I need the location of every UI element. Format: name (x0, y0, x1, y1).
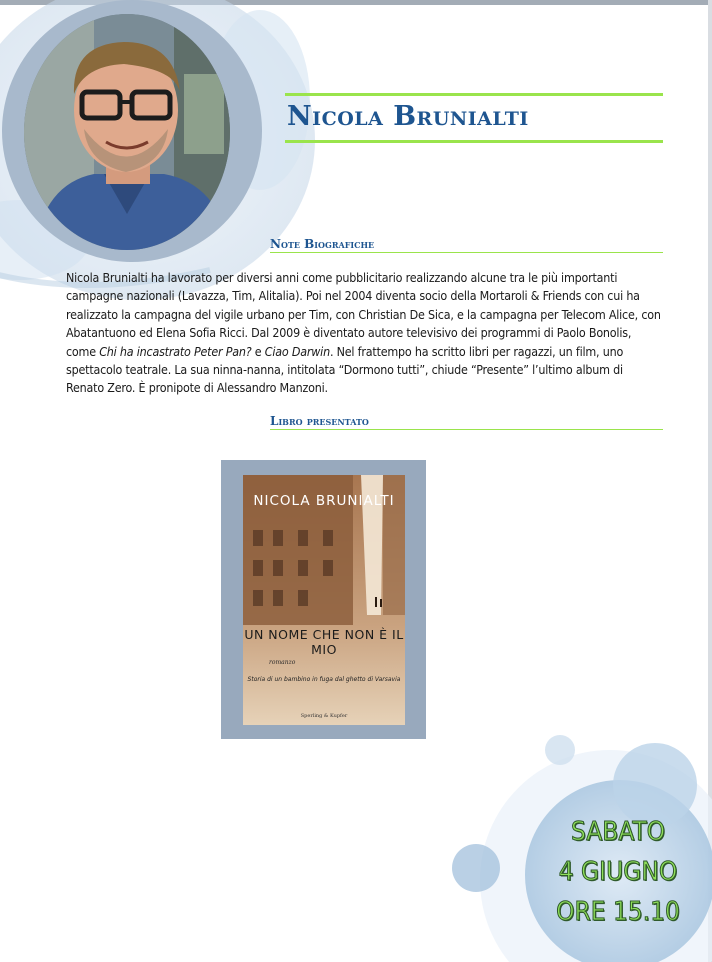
event-date-text: 4 GIUGNO (558, 857, 678, 887)
bio-text-3: . Nel frattempo ha scritto libri per ragazzi, un film, uno spettacolo teatrale. La sua ninna-nanna, intitolata “Dormono tutti”, chiude “Presente” l’ultimo album di Renato Zero. È pronipote di Alessandro Manzoni. (66, 343, 624, 396)
bio-text-2: e (251, 343, 265, 359)
event-time: ORE 15.10 (556, 897, 680, 927)
bio-section-title: Note Biografiche (270, 237, 663, 253)
book-cover (243, 475, 405, 725)
book-subtitle: Storia di un bambino in fuga dal ghetto di Varsavia (247, 676, 401, 683)
event-date (548, 812, 688, 932)
bio-paragraph (66, 269, 664, 398)
name-rule-bottom (285, 140, 663, 143)
author-portrait (24, 14, 230, 250)
name-rule-top (285, 93, 663, 96)
bio-italic-1: Chi ha incastrato Peter Pan? (99, 343, 252, 359)
book-title: UN NOME CHE NON È IL MIO (244, 627, 404, 657)
speaker-name: Nicola Brunialti (287, 101, 529, 132)
book-section-title: Libro presentato (270, 414, 663, 430)
book-genre: romanzo (269, 659, 296, 666)
book-author: NICOLA BRUNIALTI (253, 493, 395, 509)
bio-text-1: Nicola Brunialti ha lavorato per diversi anni come pubblicitario realizzando alcune tra le più importanti campagne nazionali (Lavazza, Tim, Alitalia). Poi nel 2004 diventa socio della Mortaroli & Friends con cui ha realizzato la campagna del vigile urbano per Tim, con Christian De Sica, e la campagna per Telecom Alice, con Abatantuono ed Elena Sofia Ricci. Dal 2009 è diventato autore televisivo dei programmi di Paolo Bonolis, come (66, 270, 661, 359)
book-publisher: Sperling & Kupfer (300, 713, 348, 719)
bio-italic-2: Ciao Darwin (264, 343, 330, 359)
event-day: SABATO (570, 817, 666, 847)
